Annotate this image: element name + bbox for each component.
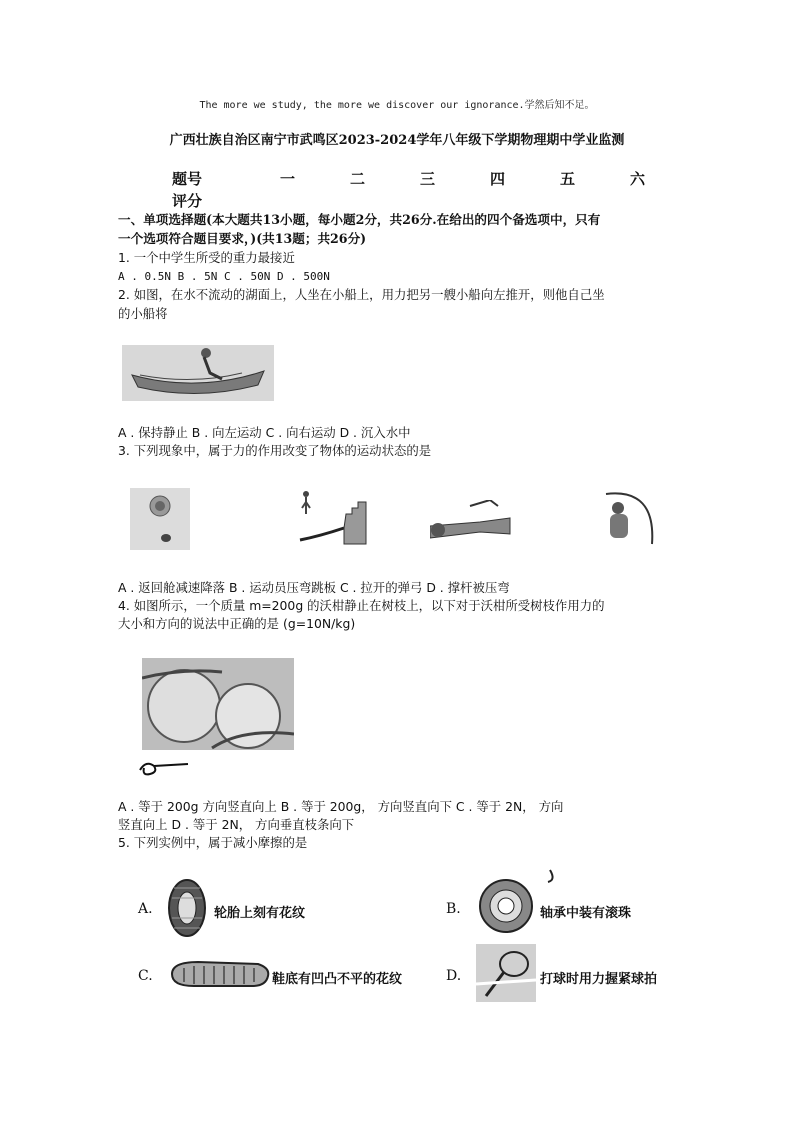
q5-option-c-text: 鞋底有凹凸不平的花纹 [272, 972, 403, 987]
shoe-sole-icon [168, 958, 272, 990]
score-table-row1-label: 题号 [172, 170, 203, 188]
exam-title: 广西壮族自治区南宁市武鸣区2023-2024学年八年级下学期物理期中学业监测 [169, 133, 625, 148]
motto-text: The more we study, the more we discover our ignorance.学然后知不足。 [199, 100, 595, 111]
q3-options: A . 返回舱减速降落 B . 运动员压弯跳板 C . 拉开的弹弓 D . 撑杆被压弯 [118, 580, 510, 595]
score-table-col-2: 二 [350, 170, 366, 188]
boat-figure [122, 345, 274, 401]
score-table-col-5: 五 [560, 170, 576, 188]
pole-vault-figure [596, 488, 664, 550]
q1-options: A . 0.5N B . 5N C . 50N D . 500N [118, 270, 330, 283]
racket-grip-icon [476, 944, 536, 1002]
q5-option-a-label: A. [138, 901, 153, 917]
section1-heading-line1: 一、单项选择题(本大题共13小题，每小题2分，共26分.在给出的四个备选项中，只有 [118, 212, 601, 227]
section1-heading-line2: 一个选项符合题目要求，)(共13题；共26分) [118, 231, 367, 246]
springboard-figure [298, 488, 370, 546]
q4-stem-line2: 大小和方向的说法中正确的是 (g=10N/kg) [118, 616, 356, 631]
q4-options-line2: 竖直向上 D . 等于 2N， 方向垂直枝条向下 [118, 817, 355, 832]
capsule-landing-figure [130, 488, 190, 550]
score-table-col-6: 六 [630, 170, 646, 188]
score-table-col-1: 一 [280, 170, 296, 188]
slingshot-figure [430, 500, 512, 546]
q5-option-b-text: 轴承中装有滚珠 [540, 906, 632, 921]
q5-option-a-text: 轮胎上刻有花纹 [214, 906, 306, 921]
q5-option-b-label: B. [446, 901, 461, 917]
score-table-col-3: 三 [420, 170, 436, 188]
orange-on-branch-figure [142, 658, 294, 750]
q5-option-d-text: 打球时用力握紧球拍 [540, 972, 658, 987]
q4-stem-line1: 4. 如图所示，一个质量 m=200g 的沃柑静止在树枝上，以下对于沃柑所受树枝作用力的 [118, 598, 605, 613]
q5-option-c-label: C. [138, 968, 153, 984]
q2-stem-line2: 的小船将 [118, 306, 168, 321]
q2-stem-line1: 2. 如图，在水不流动的湖面上，人坐在小船上，用力把另一艘小船向左推开，则他自己坐 [118, 287, 605, 302]
q2-options: A . 保持静止 B . 向左运动 C . 向右运动 D . 沉入水中 [118, 425, 411, 440]
q1-stem: 1. 一个中学生所受的重力最接近 [118, 250, 295, 265]
tire-icon [164, 878, 210, 938]
score-table-col-4: 四 [490, 170, 506, 188]
stem-sketch-icon [136, 758, 192, 778]
q4-options-line1: A . 等于 200g 方向竖直向上 B . 等于 200g， 方向竖直向下 C . 等于 2N， 方向 [118, 799, 564, 814]
q5-option-d-label: D. [446, 968, 462, 984]
q3-stem: 3. 下列现象中，属于力的作用改变了物体的运动状态的是 [118, 443, 432, 458]
score-table-row2-label: 评分 [172, 192, 203, 210]
q5-stem: 5. 下列实例中，属于减小摩擦的是 [118, 835, 308, 850]
